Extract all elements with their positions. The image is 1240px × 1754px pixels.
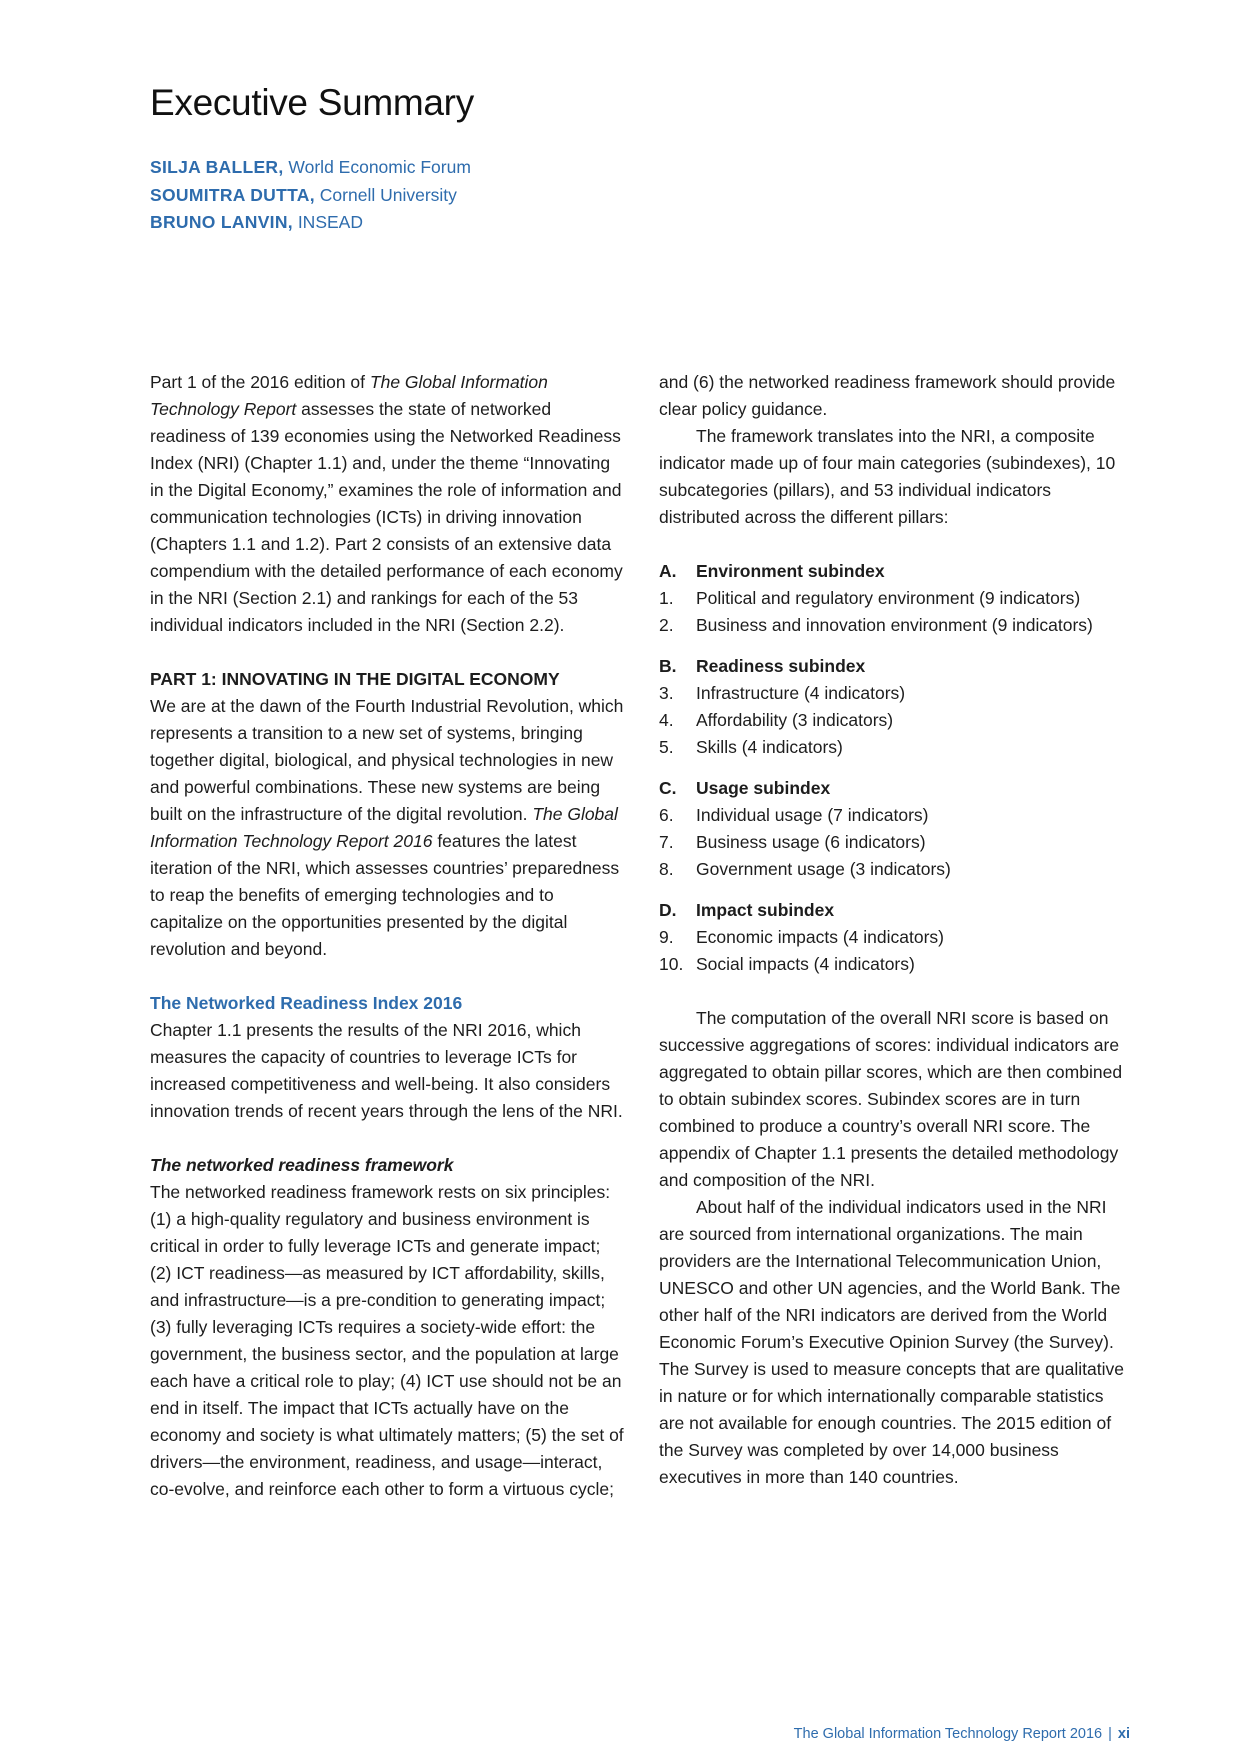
subindex-name: Readiness subindex [696,656,866,676]
subindex-name: Usage subindex [696,778,831,798]
nri-paragraph: Chapter 1.1 presents the results of the NRI 2016, which measures the capacity of countries to leverage ICTs for increased competitiveness and well-being. It also considers innovation trends of recent years through the lens of the NRI. [150,1020,623,1121]
subindex-heading [659,775,1129,802]
pillar-item [659,802,1129,829]
pillar-number: 2. [659,615,674,635]
report-title-italic: The Global Information Technology Report [150,372,548,419]
continued-paragraph: and (6) the networked readiness framework should provide clear policy guidance. [659,372,1116,419]
subindex-list [659,558,1129,978]
subindex-heading [659,897,1129,924]
framework-paragraph: The networked readiness framework rests on six principles: (1) a high-quality regulatory and business environment is critical in order to fully leverage ICTs and generate impact; (2) ICT readiness—as measured by ICT affordability, skills, and infrastructure—is a pre-condition to generating impact; (3) fully leveraging ICTs requires a society-wide effort: the government, the business sector, and the population at large each have a critical role to play; (4) ICT use should not be an end in itself. The impact that ICTs actually have on the economy and society is what ultimately matters; (5) the set of drivers—the environment, readiness, and usage—interact, co-evolve, and reinforce each other to form a virtuous cycle; [150,1182,624,1499]
page-number: xi [1117,1726,1130,1742]
author-name: SOUMITRA DUTTA, [150,184,315,205]
framework-heading: The networked readiness framework [150,1155,454,1175]
pillar-text: Affordability (3 indicators) [696,710,894,730]
footer-report-title: The Global Information Technology Report 2016 [793,1726,1103,1742]
pillar-text: Economic impacts (4 indicators) [696,927,944,947]
pillar-text: Political and regulatory environment (9 indicators) [696,588,1081,608]
pillar-item [659,707,1129,734]
subindex-group [659,897,1129,978]
pillar-item [659,856,1129,883]
author-affiliation: Cornell University [319,184,457,205]
pillar-item [659,829,1129,856]
part1-paragraph [150,693,625,963]
part1-text: features the latest iteration of the NRI, which assesses countries’ preparedness to reap the benefits of emerging technologies and to capitalize on the opportunities presented by the digital revolution and beyond. [150,831,620,959]
intro-paragraph [150,369,625,639]
author-list [150,154,471,237]
intro-text: Part 1 of the 2016 edition of [150,372,370,392]
subindex-heading [659,558,1129,585]
subindex-group [659,558,1129,639]
pillar-number: 8. [659,859,674,879]
author-line [150,182,471,210]
pillar-item [659,612,1129,639]
subindex-heading [659,653,1129,680]
left-column [150,369,625,1503]
spacer [659,992,1129,1005]
author-line [150,209,471,237]
subindex-letter: C. [659,778,677,798]
pillar-number: 5. [659,737,674,757]
part1-text: We are at the dawn of the Fourth Industrial Revolution, which represents a transition to a new set of systems, bringing together digital, biological, and physical technologies in new and powerful combinations. These new systems are being built on the infrastructure of the digital revolution. [150,696,624,824]
pillar-number: 3. [659,683,674,703]
page-footer [794,1726,1130,1742]
intro-text: assesses the state of networked readiness of 139 economies using the Networked Readiness Index (NRI) (Chapter 1.1) and, under the theme “Innovating in the Digital Economy,” examines the role of information and communication technologies (ICTs) in driving innovation (Chapters 1.1 and 1.2). Part 2 consists of an extensive data compendium with the detailed performance of each economy in the NRI (Section 2.1) and rankings for each of the 53 individual indicators included in the NRI (Section 2.2). [150,399,623,635]
pillar-item [659,951,1129,978]
pillar-text: Government usage (3 indicators) [696,859,951,879]
pillar-number: 10. [659,954,684,974]
subindex-letter: D. [659,900,677,920]
pillar-item [659,924,1129,951]
report-title-italic: The Global Information Technology Report 2016 [150,804,618,851]
computation-paragraph: The computation of the overall NRI score is based on successive aggregations of scores: individual indicators are aggregated to obtain pillar scores, which are then combined to obtain subindex scores. Subindex scores are in turn combined to produce a country’s overall NRI score. The appendix of Chapter 1.1 presents the detailed methodology and composition of the NRI. [659,1008,1123,1190]
pillar-number: 6. [659,805,674,825]
subindex-letter: B. [659,656,677,676]
pillar-item [659,734,1129,761]
pillar-number: 1. [659,588,674,608]
pillar-number: 4. [659,710,674,730]
pillar-number: 7. [659,832,674,852]
footer-separator: | [1108,1726,1112,1742]
framework-translation-paragraph: The framework translates into the NRI, a composite indicator made up of four main categories (subindexes), 10 subcategories (pillars), and 53 individual indicators distributed across the different pillars: [659,426,1116,527]
right-column [659,369,1129,1491]
author-name: BRUNO LANVIN, [150,212,293,232]
pillar-text: Individual usage (7 indicators) [696,805,929,825]
page-title: Executive Summary [150,82,474,123]
subindex-letter: A. [659,561,677,581]
author-line [150,154,471,182]
author-name: SILJA BALLER, [150,157,284,177]
pillar-number: 9. [659,927,674,947]
pillar-item [659,585,1129,612]
pillar-text: Social impacts (4 indicators) [696,954,915,974]
subindex-name: Environment subindex [696,561,885,581]
sources-paragraph: About half of the individual indicators used in the NRI are sourced from international organizations. The main providers are the International Telecommunication Union, UNESCO and other UN agencies, and the World Bank. The other half of the NRI indicators are derived from the World Economic Forum’s Executive Opinion Survey (the Survey). The Survey is used to measure concepts that are qualitative in nature or for which internationally comparable statistics are not available for enough countries. The 2015 edition of the Survey was completed by over 14,000 business executives in more than 140 countries. [659,1197,1124,1487]
pillar-item [659,680,1129,707]
pillar-text: Business and innovation environment (9 indicators) [696,615,1093,635]
part1-heading: PART 1: INNOVATING IN THE DIGITAL ECONOMY [150,669,560,689]
nri-heading: The Networked Readiness Index 2016 [150,993,463,1013]
pillar-text: Infrastructure (4 indicators) [696,683,906,703]
author-affiliation: World Economic Forum [288,157,471,177]
pillar-text: Business usage (6 indicators) [696,832,926,852]
pillar-text: Skills (4 indicators) [696,737,843,757]
subindex-name: Impact subindex [696,900,835,920]
subindex-group [659,653,1129,761]
author-affiliation: INSEAD [297,212,363,232]
subindex-group [659,775,1129,883]
